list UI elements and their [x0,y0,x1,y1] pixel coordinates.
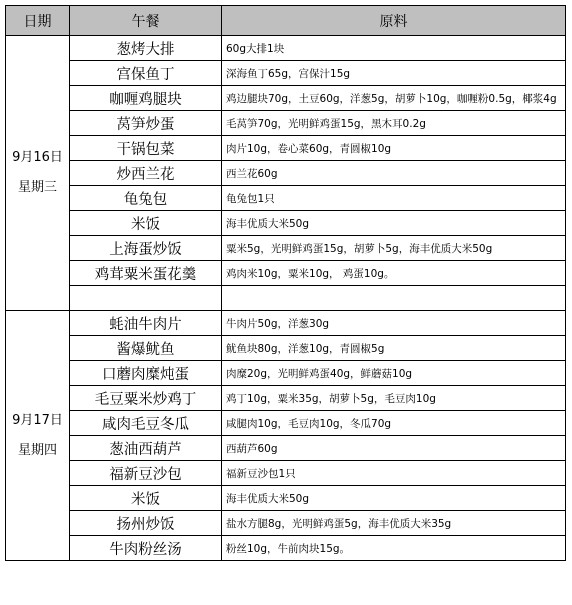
menu-row [6,311,566,336]
dish-name: 米饭 [70,211,222,236]
header-lunch: 午餐 [70,6,222,36]
dish-ingredients: 福新豆沙包1只 [222,461,566,486]
dish-name [70,286,222,311]
dish-name: 龟兔包 [70,186,222,211]
menu-row [6,111,566,136]
menu-row [6,236,566,261]
menu-row [6,286,566,311]
dish-ingredients: 鱿鱼块80g，洋葱10g，青圆椒5g [222,336,566,361]
dish-name: 口蘑肉糜炖蛋 [70,361,222,386]
dish-ingredients: 深海鱼丁65g，宫保汁15g [222,61,566,86]
menu-row [6,186,566,211]
dish-name: 扬州炒饭 [70,511,222,536]
header-row [6,6,566,36]
date-label: 9月16日 [12,150,63,165]
menu-row [6,411,566,436]
dish-ingredients: 鸡肉米10g，粟米10g， 鸡蛋10g。 [222,261,566,286]
menu-row [6,511,566,536]
menu-row [6,136,566,161]
dish-ingredients: 鸡丁10g，粟米35g，胡萝卜5g，毛豆肉10g [222,386,566,411]
dish-name: 干锅包菜 [70,136,222,161]
dish-name: 牛肉粉丝汤 [70,536,222,561]
dish-ingredients: 盐水方腿8g，光明鲜鸡蛋5g，海丰优质大米35g [222,511,566,536]
menu-row [6,86,566,111]
dish-ingredients: 西葫芦60g [222,436,566,461]
dish-ingredients: 60g大排1块 [222,36,566,61]
menu-row [6,361,566,386]
dish-name: 上海蛋炒饭 [70,236,222,261]
dish-ingredients: 咸腿肉10g，毛豆肉10g，冬瓜70g [222,411,566,436]
dish-name: 福新豆沙包 [70,461,222,486]
menu-row [6,61,566,86]
dish-name: 葱油西葫芦 [70,436,222,461]
menu-row [6,36,566,61]
menu-row [6,486,566,511]
lunch-menu-table [5,5,566,561]
dish-name: 蚝油牛肉片 [70,311,222,336]
header-date: 日期 [6,6,70,36]
menu-row [6,536,566,561]
dish-name: 米饭 [70,486,222,511]
dish-ingredients: 肉糜20g，光明鲜鸡蛋40g，鲜蘑菇10g [222,361,566,386]
menu-row [6,436,566,461]
weekday-label: 星期四 [17,442,57,458]
menu-row [6,386,566,411]
dish-name: 莴笋炒蛋 [70,111,222,136]
dish-ingredients: 海丰优质大米50g [222,211,566,236]
menu-row [6,261,566,286]
dish-ingredients: 毛莴笋70g，光明鲜鸡蛋15g，黑木耳0.2g [222,111,566,136]
menu-row [6,336,566,361]
dish-ingredients [222,286,566,311]
header-ingredients: 原料 [222,6,566,36]
dish-ingredients: 肉片10g，卷心菜60g，青圆椒10g [222,136,566,161]
dish-name: 炒西兰花 [70,161,222,186]
dish-name: 毛豆粟米炒鸡丁 [70,386,222,411]
dish-ingredients: 龟兔包1只 [222,186,566,211]
date-cell [6,311,70,561]
dish-ingredients: 海丰优质大米50g [222,486,566,511]
dish-ingredients: 粟米5g，光明鲜鸡蛋15g，胡萝卜5g，海丰优质大米50g [222,236,566,261]
menu-row [6,461,566,486]
menu-row [6,161,566,186]
dish-name: 咖喱鸡腿块 [70,86,222,111]
dish-name: 宫保鱼丁 [70,61,222,86]
dish-name: 咸肉毛豆冬瓜 [70,411,222,436]
dish-name: 酱爆鱿鱼 [70,336,222,361]
date-cell [6,36,70,311]
date-label: 9月17日 [12,412,63,428]
dish-name: 鸡茸粟米蛋花羹 [70,261,222,286]
dish-ingredients: 鸡边腿块70g，土豆60g，洋葱5g，胡萝卜10g，咖喱粉0.5g，椰浆4g [222,86,566,111]
dish-ingredients: 粉丝10g，牛前肉块15g。 [222,536,566,561]
menu-row [6,211,566,236]
weekday-label: 星期三 [17,180,57,195]
dish-name: 葱烤大排 [70,36,222,61]
dish-ingredients: 西兰花60g [222,161,566,186]
dish-ingredients: 牛肉片50g，洋葱30g [222,311,566,336]
